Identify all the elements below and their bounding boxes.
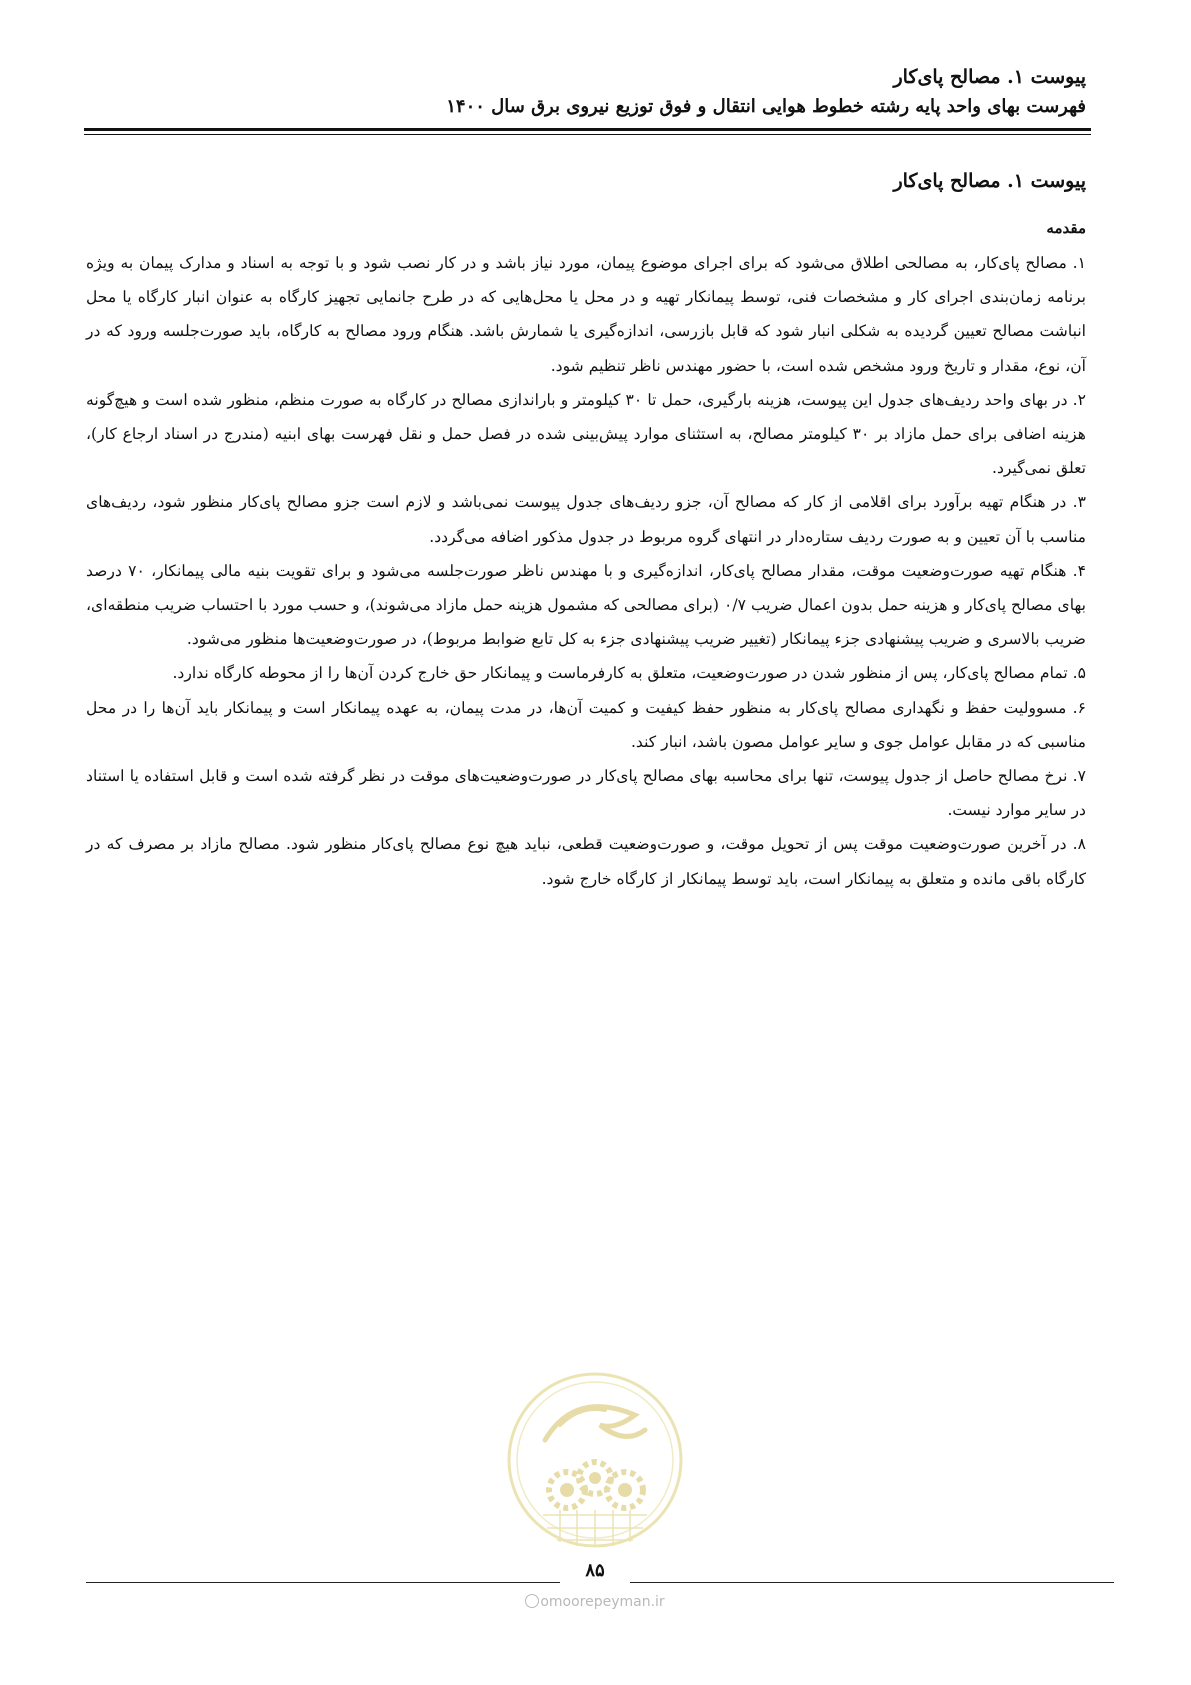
intro-heading: مقدمه xyxy=(1046,219,1086,237)
watermark-logo-icon xyxy=(505,1370,685,1555)
paragraph-2: ۲. در بهای واحد ردیف‌های جدول این پیوست، هزینه بارگیری، حمل تا ۳۰ کیلومتر و باراندازی مصالح در کارگاه به صورت منظم، منظور شده است و هیچ‌گونه هزینه اضافی برای حمل مازاد بر ۳۰ کیلومتر مصالح، به استثنای موارد پیش‌بینی شده در فصل حمل و نقل فهرست بهای ابنیه (مندرج در اسناد ارجاع کار)، تعلق نمی‌گیرد. xyxy=(86,390,1086,478)
paragraph-1: ۱. مصالح پای‌کار، به مصالحی اطلاق می‌شود که برای اجرای موضوع پیمان، مورد نیاز باشد و در کار نصب شود و با توجه به اسناد و مدارک پیمان به ویژه برنامه زمان‌بندی اجرای کار و مشخصات فنی، توسط پیمانکار تهیه و در محل یا محل‌هایی که در طرح جانمایی تجهیز کارگاه به عنوان انبار کارگاه یا محل انباشت مصالح تعیین گردیده به شکلی انبار شود که قابل بازرسی، اندازه‌گیری یا شمارش باشد. هنگام ورود مصالح به کارگاه، باید صورت‌جلسه ورود که در آن، نوع، مقدار و تاریخ ورود مشخص شده است، با حضور مهندس ناظر تنظیم شود. xyxy=(86,254,1086,375)
footer-url xyxy=(495,1594,695,1610)
paragraph-6: ۶. مسوولیت حفظ و نگهداری مصالح پای‌کار به منظور حفظ کیفیت و کمیت آن‌ها، در مدت پیمان، به عهده پیمانکار است و پیمانکار باید آن‌ها را در محل مناسبی که در مقابل عوامل جوی و سایر عوامل مصون باشد، انبار کند. xyxy=(86,698,1086,751)
paragraph-4: ۴. هنگام تهیه صورت‌وضعیت موقت، مقدار مصالح پای‌کار، اندازه‌گیری و با مهندس ناظر صورت‌جلسه می‌شود و برای تقویت بنیه مالی پیمانکار، ۷۰ درصد بهای مصالح پای‌کار و هزینه حمل بدون اعمال ضریب ۰/۷ (برای مصالحی که مشمول هزینه حمل مازاد می‌شوند)، و حسب مورد با احتساب ضریب منطقه‌ای، ضریب بالاسری و ضریب پیشنهادی جزء پیمانکار (تغییر ضریب پیشنهادی جزء به کل تابع ضوابط مربوط)، در صورت‌وضعیت‌ها منظور می‌شود. xyxy=(86,561,1086,649)
header-rule-thick xyxy=(84,128,1091,131)
paragraph-3: ۳. در هنگام تهیه برآورد برای اقلامی از کار که مصالح آن، جزو ردیف‌های جدول پیوست نمی‌باشد و لازم است جزو مصالح پای‌کار منظور شود، ردیف‌های مناسب با آن تعیین و به صورت ردیف ستاره‌دار در انتهای گروه مربوط در جدول مذکور اضافه می‌گردد. xyxy=(86,493,1086,546)
page-header xyxy=(88,60,1086,120)
paragraph-5: ۵. تمام مصالح پای‌کار، پس از منظور شدن در صورت‌وضعیت، متعلق به کارفرماست و پیمانکار حق خارج کردن آن‌ها را از محوطه کارگاه ندارد. xyxy=(172,664,1086,683)
section-title: پیوست ۱. مصالح پای‌کار xyxy=(893,170,1086,192)
paragraph-8: ۸. در آخرین صورت‌وضعیت موقت پس از تحویل موقت، و صورت‌وضعیت قطعی، نباید هیچ نوع مصالح پای‌کار منظور شود. مصالح مازاد بر مصرف که در کارگاه باقی مانده و متعلق به پیمانکار است، باید توسط پیمانکار از کارگاه خارج شود. xyxy=(86,835,1086,888)
header-rule-thin xyxy=(84,134,1091,135)
page-number: ۸۵ xyxy=(585,1560,605,1581)
footer-rule-right xyxy=(630,1582,1114,1583)
paragraph-7: ۷. نرخ مصالح حاصل از جدول پیوست، تنها برای محاسبه بهای مصالح پای‌کار در صورت‌وضعیت‌های موقت در نظر گرفته شده است و قابل استفاده یا استناد در سایر موارد نیست. xyxy=(86,767,1087,820)
document-body xyxy=(86,166,1086,896)
at-icon xyxy=(525,1594,539,1608)
header-subtitle: فهرست بهای واحد پایه رشته خطوط هوایی انتقال و فوق توزیع نیروی برق سال ۱۴۰۰ xyxy=(446,96,1086,117)
header-title: پیوست ۱. مصالح پای‌کار xyxy=(893,66,1086,88)
footer-url-text: omoorepeyman.ir xyxy=(540,1594,665,1610)
footer-rule-left xyxy=(86,1582,560,1583)
